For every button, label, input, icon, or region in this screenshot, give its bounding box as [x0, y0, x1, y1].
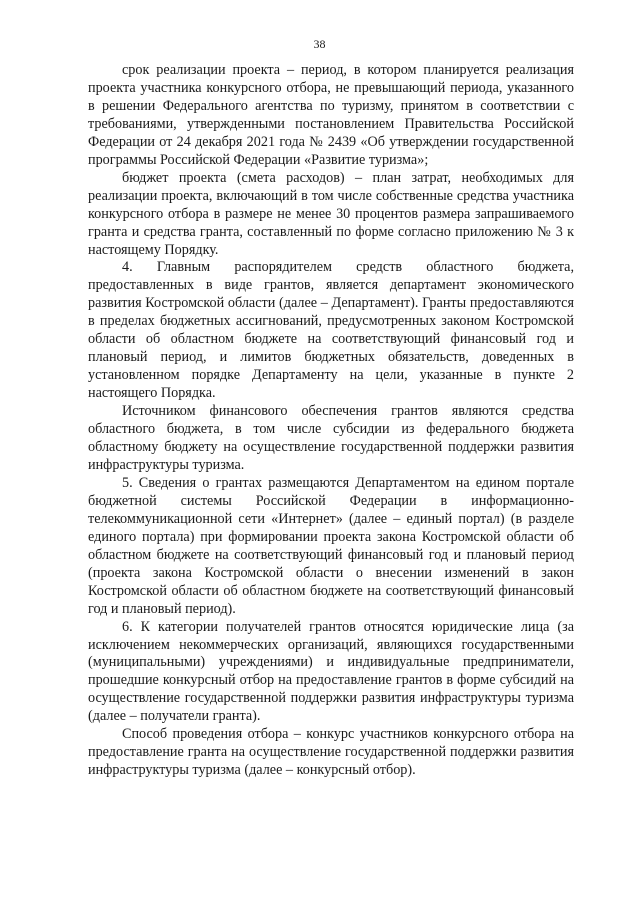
- paragraph-project-term: срок реализации проекта – период, в котором планируется реализация проекта участника конкурсного отбора, не превышающий периода, указанного в решении Федерального агентства по туризму, принятом в соответствии с требованиями, утвержденными постановлением Правительства Российской Федерации от 24 декабря 2021 года № 2439 «Об утверждении государственной программы Российской Федерации «Развитие туризма»;: [88, 62, 574, 168]
- paragraph-project-budget: бюджет проекта (смета расходов) – план затрат, необходимых для реализации проекта, включающий в том числе собственные средства участника конкурсного отбора в размере не менее 30 процентов размера запрашиваемого гранта и средства гранта, составленный по форме согласно приложению № 3 к настоящему Порядку.: [88, 169, 574, 258]
- paragraph-funding-source: Источником финансового обеспечения грантов являются средства областного бюджета, в том числе субсидии из федерального бюджета областному бюджету на осуществление государственной поддержки развития инфраструктуры туризма.: [88, 403, 574, 473]
- page-number: 38: [313, 37, 326, 51]
- paragraph-item-6: 6. К категории получателей грантов относятся юридические лица (за исключением некоммерческих организаций, являющихся государственными (муниципальными) учреждениями) и индивидуальные предприниматели, прошедшие конкурсный отбор на предоставление грантов в форме субсидий на осуществление государственной поддержки развития инфраструктуры туризма (далее – получатели гранта).: [88, 618, 574, 725]
- paragraph-item-5: 5. Сведения о грантах размещаются Департаментом на едином портале бюджетной системы Российской Федерации в информационно-телекоммуникационной сети «Интернет» (далее – единый портал) (в разделе единого портала) при формировании проекта закона Костромской области об областном бюджете на соответствующий финансовый год и плановый период (проекта закона Костромской области о внесении изменений в закон Костромской области об областном бюджете на соответствующий финансовый год и плановый период).: [88, 474, 574, 617]
- paragraph-selection-method: Способ проведения отбора – конкурс участников конкурсного отбора на предоставление гранта на осуществление государственной поддержки развития инфраструктуры туризма (далее – конкурсный отбор).: [88, 726, 574, 779]
- document-body: [88, 62, 574, 780]
- paragraph-item-4: 4. Главным распорядителем средств областного бюджета, предоставленных в виде грантов, является департамент экономического развития Костромской области (далее – Департамент). Гранты предоставляются в пределах бюджетных ассигнований, предусмотренных законом Костромской области об областном бюджете на соответствующий финансовый год и плановый период, и лимитов бюджетных обязательств, доведенных в установленном порядке Департаменту на цели, указанные в пункте 2 настоящего Порядка.: [88, 259, 574, 402]
